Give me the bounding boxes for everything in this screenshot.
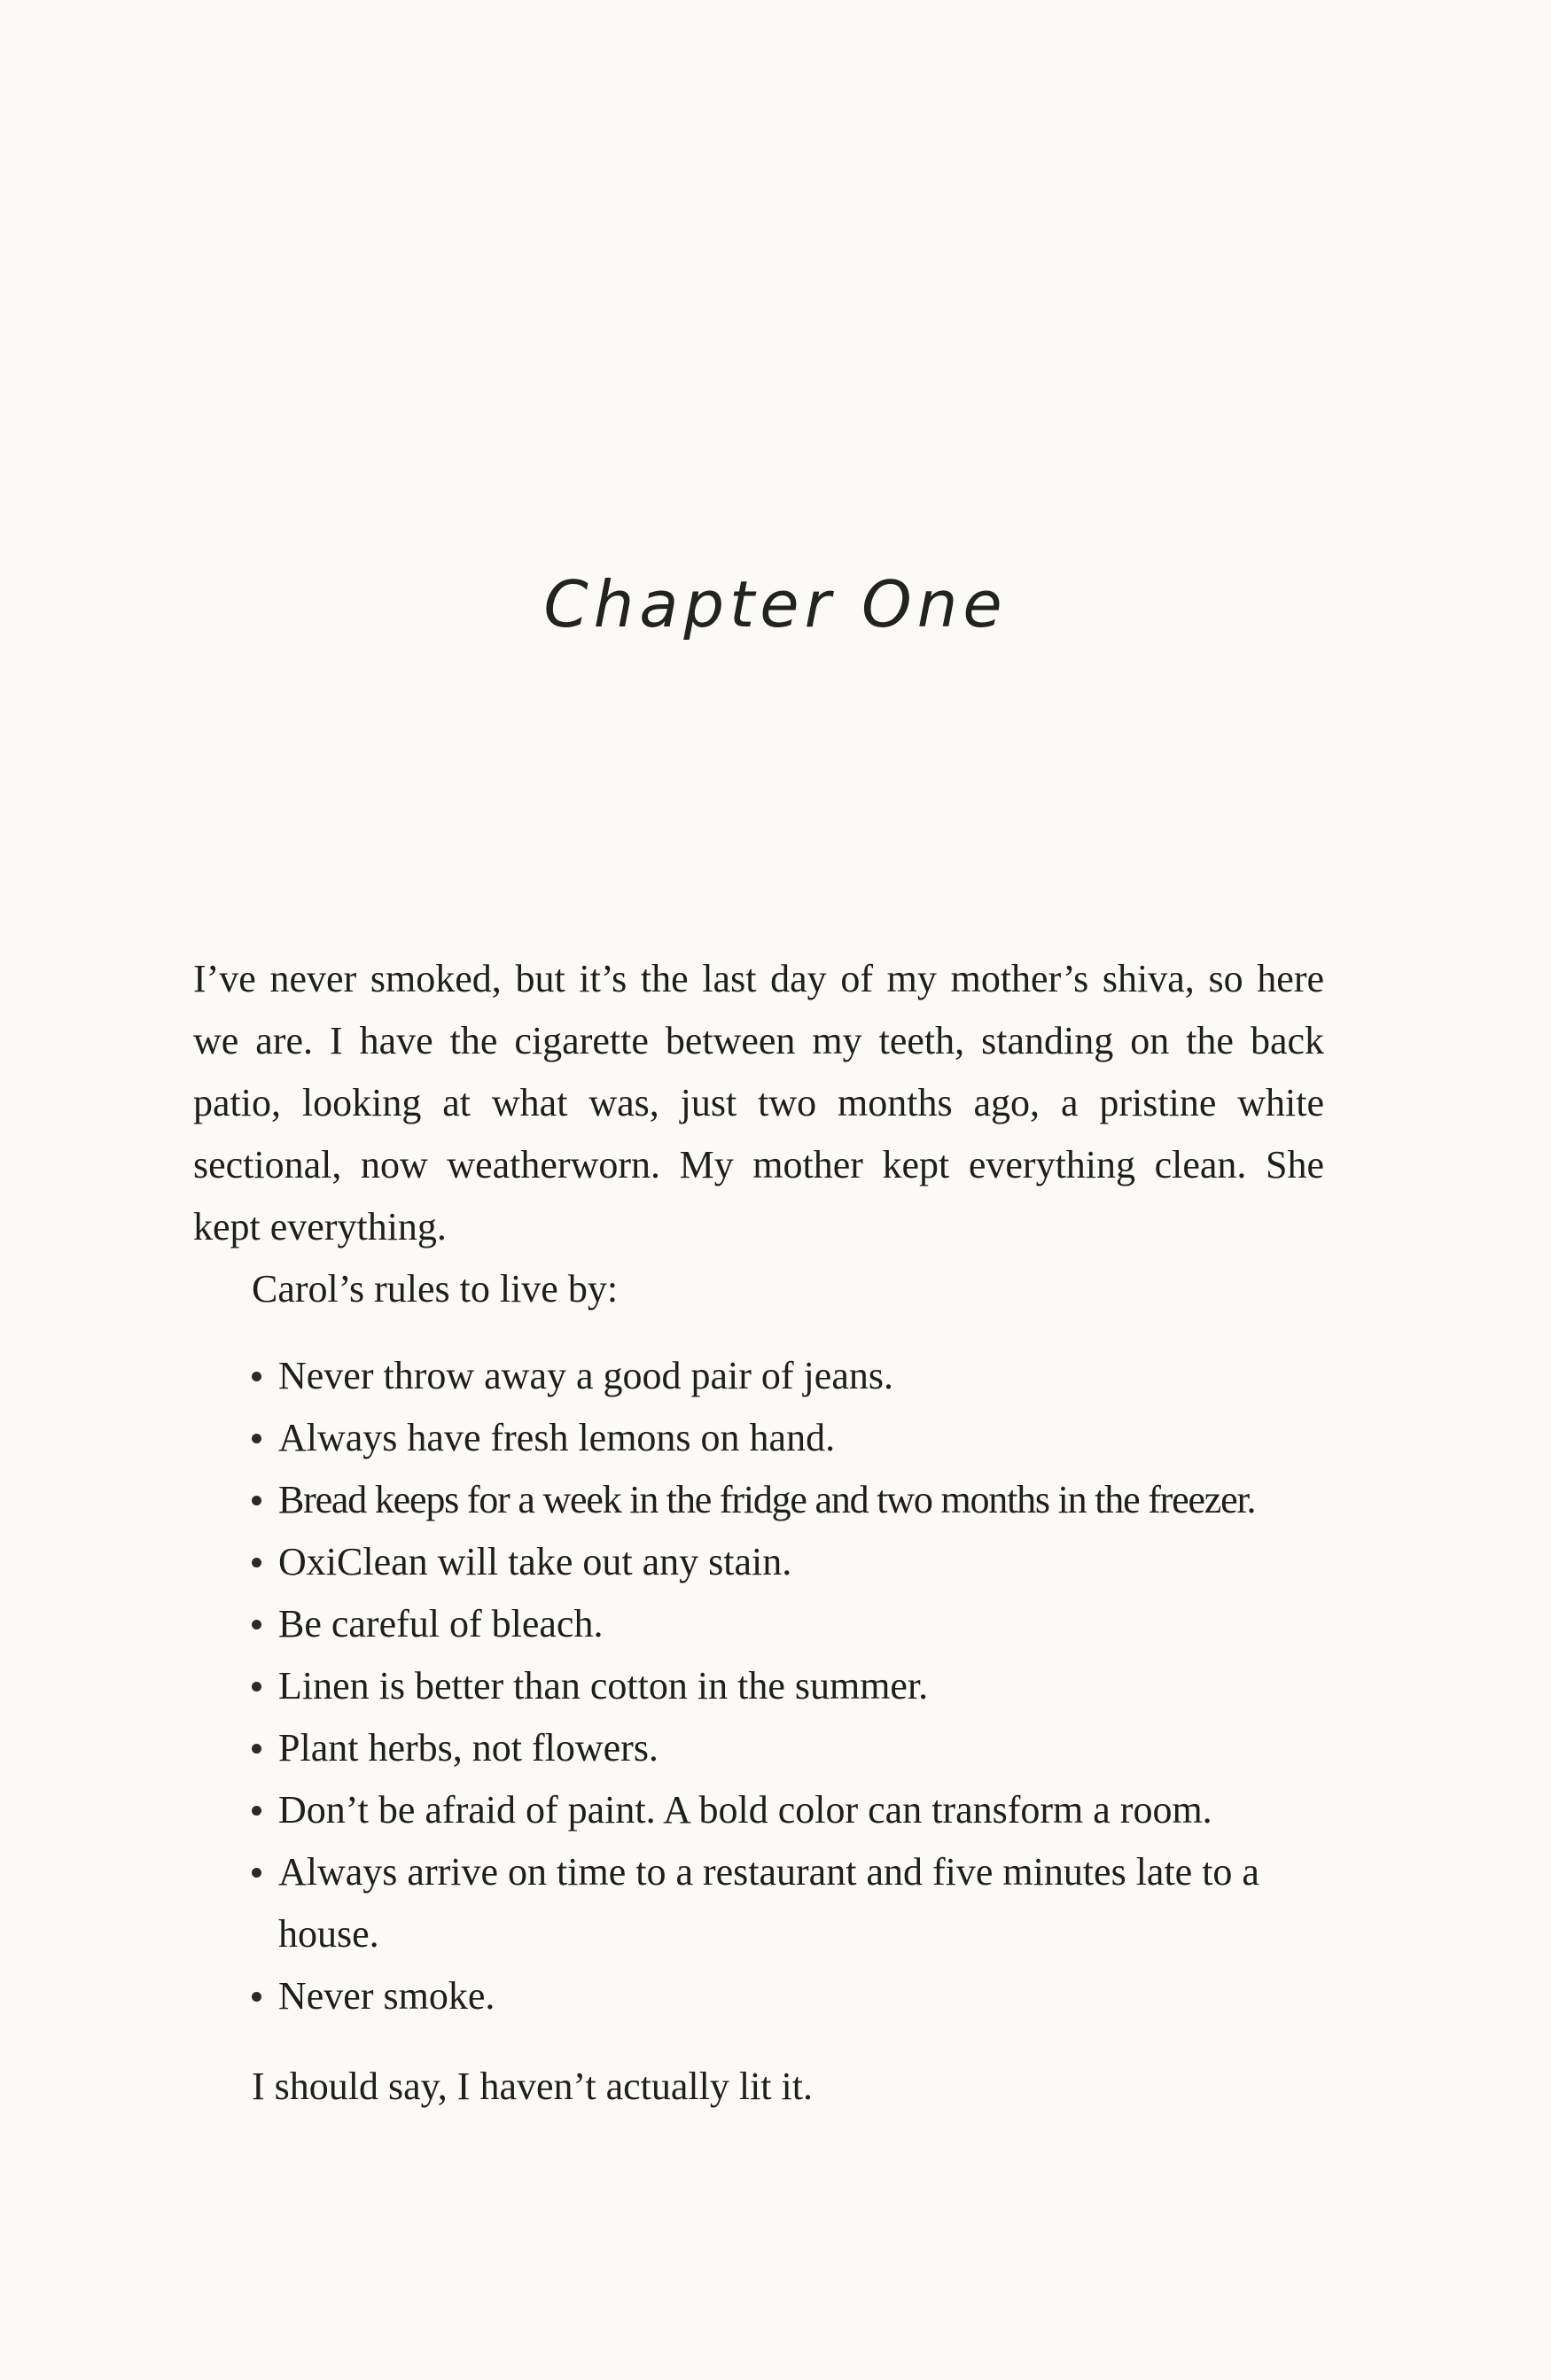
rule-item xyxy=(252,1841,1324,1965)
rule-text: OxiClean will take out any stain. xyxy=(278,1540,792,1583)
rule-item xyxy=(252,1345,1324,1407)
bullet-icon xyxy=(252,1434,261,1443)
rule-text: Always arrive on time to a restaurant and five minutes late to a house. xyxy=(278,1850,1259,1956)
rule-item xyxy=(252,1779,1324,1841)
bullet-icon xyxy=(252,1806,261,1816)
rule-item xyxy=(252,1469,1324,1531)
chapter-body xyxy=(193,948,1324,2118)
rule-text: Always have fresh lemons on hand. xyxy=(278,1416,836,1459)
opening-line: everything clean. She kept everything. xyxy=(193,1143,1324,1248)
bullet-icon xyxy=(252,1558,261,1567)
bullet-icon xyxy=(252,1496,261,1505)
closing-line: I should say, I haven’t actually lit it. xyxy=(252,2065,813,2108)
rule-item xyxy=(252,1717,1324,1779)
opening-line: a pristine white sectional, now weatherworn. My mother kept xyxy=(193,1081,1325,1186)
rule-item xyxy=(252,1593,1324,1655)
bullet-icon xyxy=(252,1620,261,1629)
opening-paragraph xyxy=(193,948,1324,1258)
chapter-title: Chapter One xyxy=(543,567,1008,642)
rule-text: Bread keeps for a week in the fridge and two months in the freezer. xyxy=(278,1478,1256,1521)
rule-text: Plant herbs, not flowers. xyxy=(278,1726,659,1769)
rule-text: Be careful of bleach. xyxy=(278,1602,604,1645)
rule-item xyxy=(252,1407,1324,1469)
bullet-icon xyxy=(252,1744,261,1754)
rule-text: Never throw away a good pair of jeans. xyxy=(278,1354,893,1397)
bullet-icon xyxy=(252,1682,261,1692)
rule-item xyxy=(252,1531,1324,1593)
rules-intro: Carol’s rules to live by: xyxy=(252,1267,619,1311)
rule-text: Don’t be afraid of paint. A bold color can transform a room. xyxy=(278,1788,1212,1832)
rule-text: Never smoke. xyxy=(278,1974,495,2018)
opening-line: I’ve never smoked, but it’s the last day of my mother’s shiva, so xyxy=(193,957,1243,1000)
bullet-icon xyxy=(252,1992,261,2002)
bullet-icon xyxy=(252,1372,261,1381)
rule-item xyxy=(252,1965,1324,2027)
bullet-icon xyxy=(252,1868,261,1878)
opening-line: here we are. I have the cigarette between my teeth, standing xyxy=(193,957,1325,1062)
rule-text: Linen is better than cotton in the summer. xyxy=(278,1664,929,1707)
rule-item xyxy=(252,1655,1324,1717)
opening-line: on the back patio, looking at what was, just two months ago, xyxy=(193,1019,1325,1124)
rules-list xyxy=(193,1345,1324,2027)
